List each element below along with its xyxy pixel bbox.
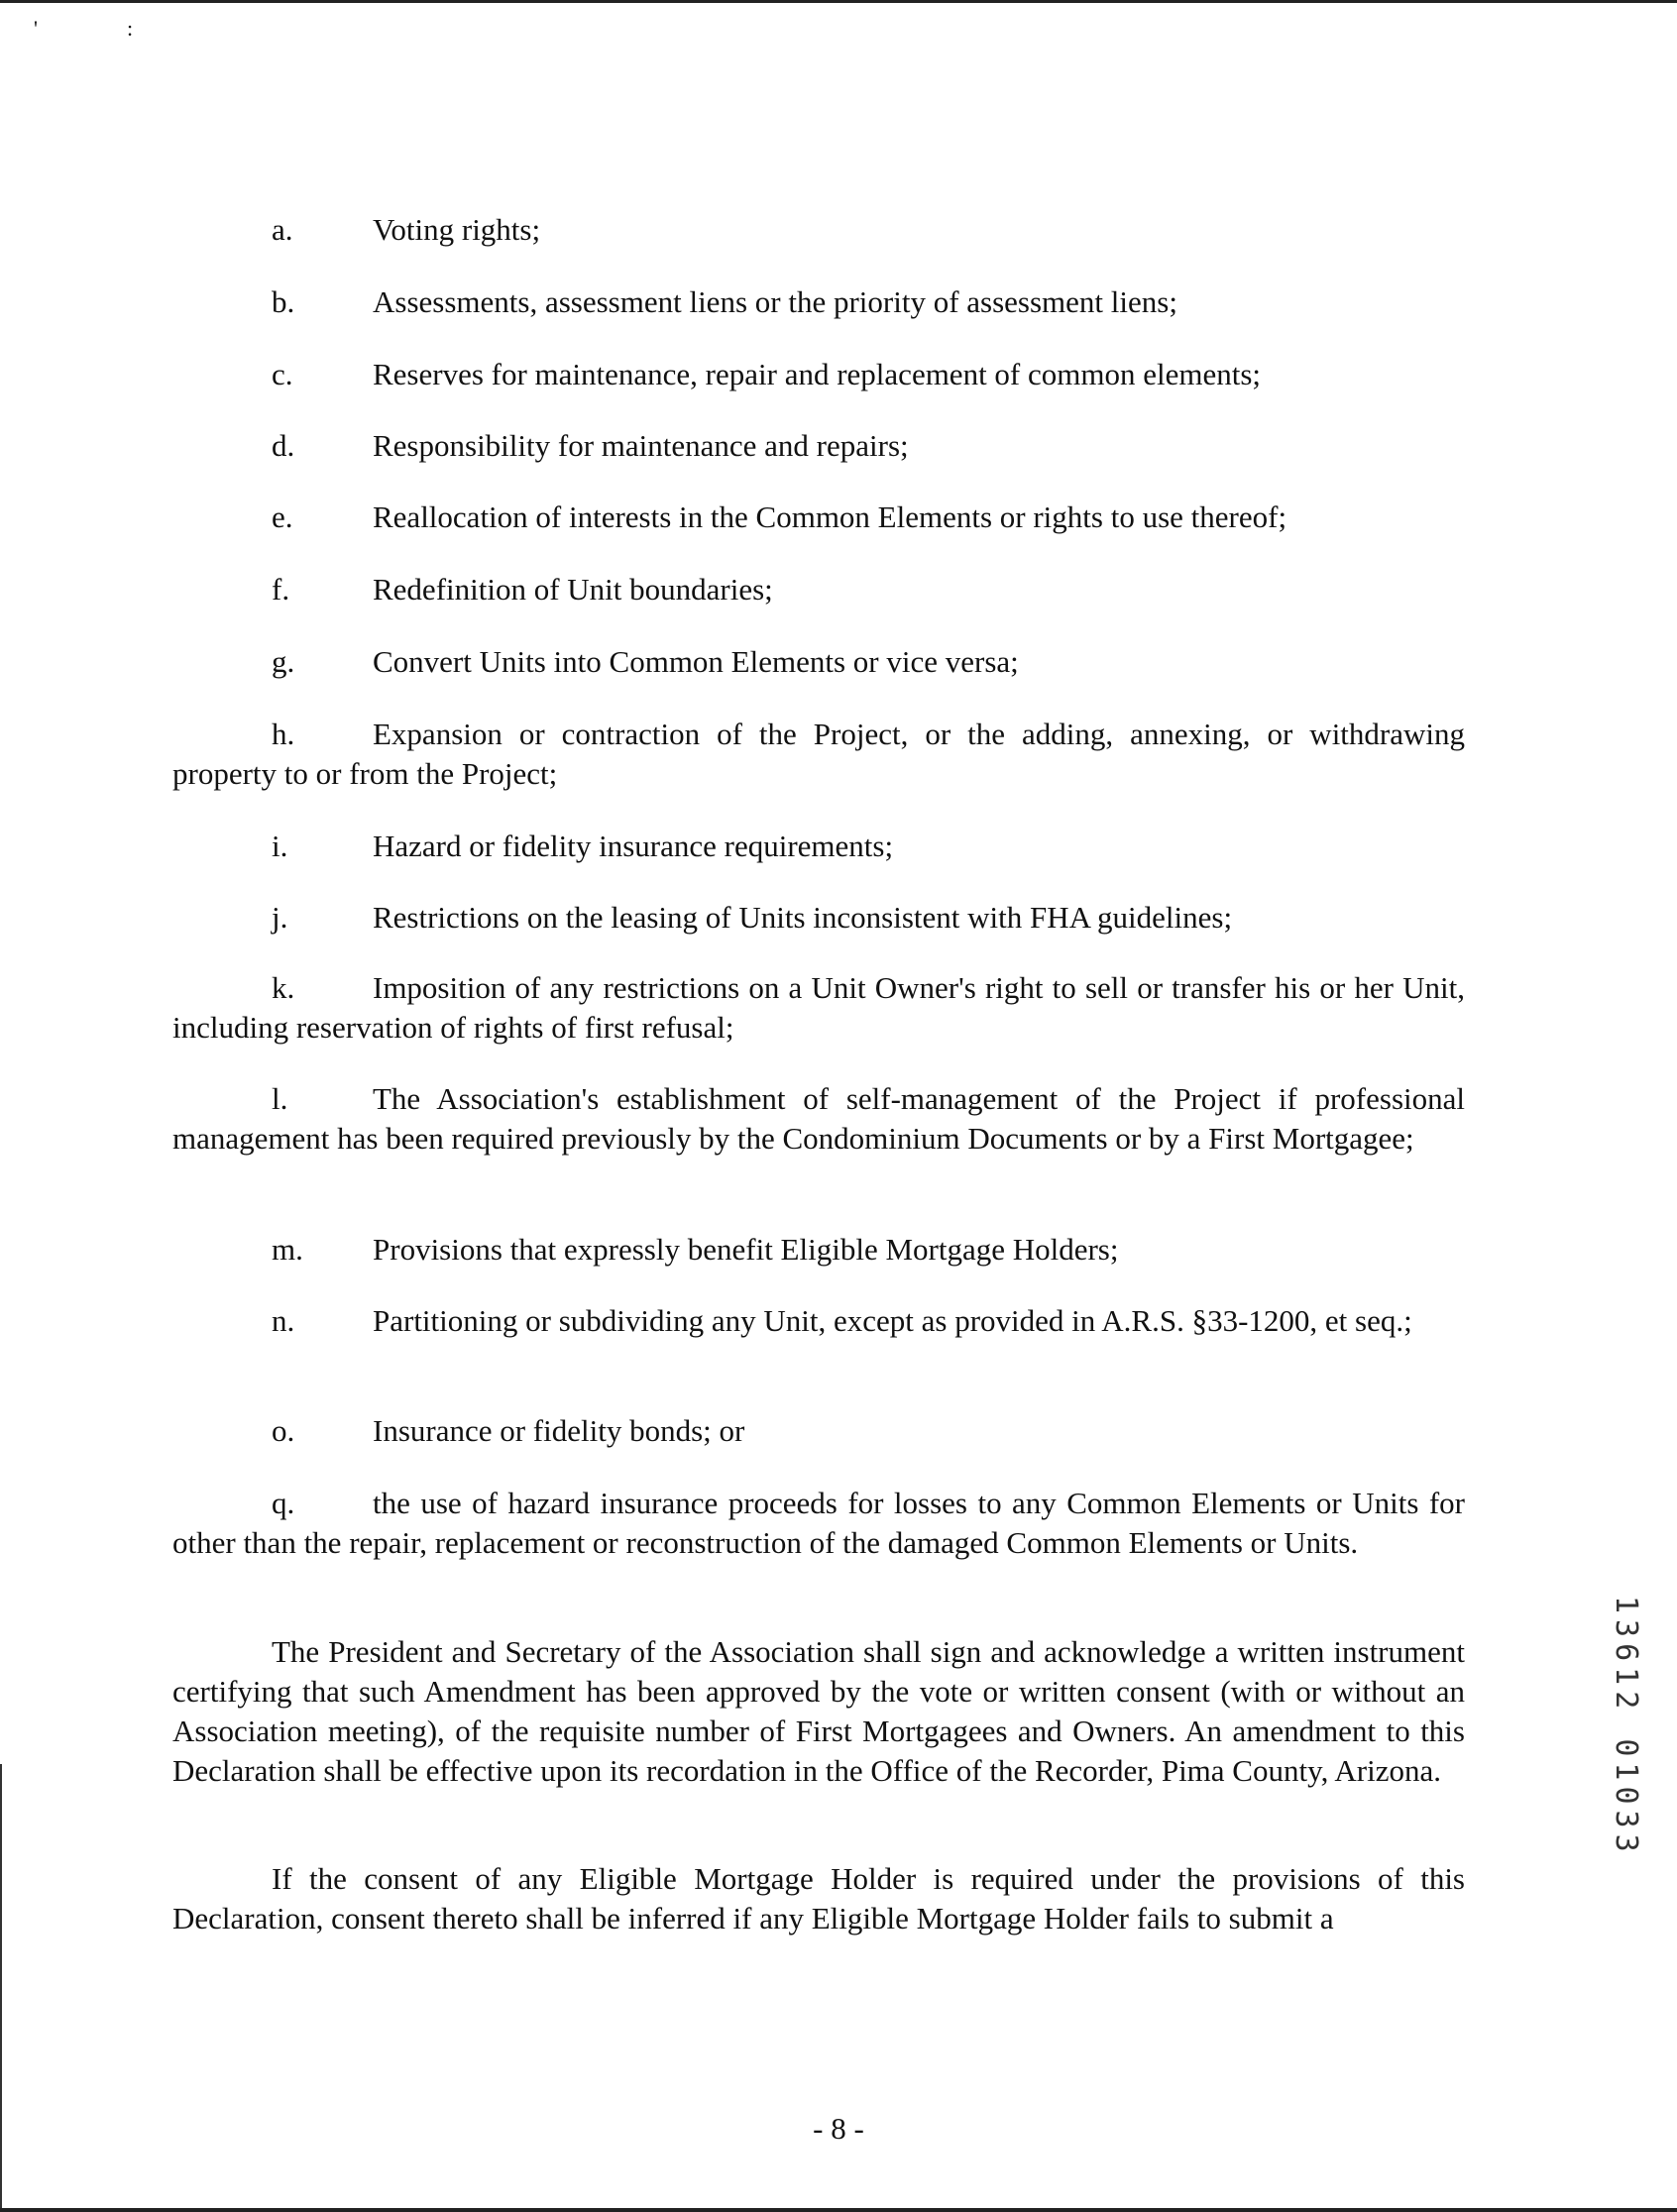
body-paragraph: [172, 1632, 1465, 1791]
item-letter: f.: [272, 572, 290, 607]
item-text: Restrictions on the leasing of Units inconsistent with FHA guidelines;: [373, 900, 1233, 935]
recording-stamp: [1609, 1596, 1643, 1873]
item-text: the use of hazard insurance proceeds for losses to any Common Elements or Units for other than the repair, replacement or reconstruction of the damaged Common Elements or Units.: [172, 1486, 1465, 1560]
item-text: Hazard or fidelity insurance requirements;: [373, 829, 894, 863]
item-letter: l.: [272, 1081, 288, 1116]
paragraph-text: The President and Secretary of the Association shall sign and acknowledge a written instrument certifying that such Amendment has been approved by the vote or written consent (with or without an Association meeting), of the requisite number of First Mortgagees and Owners. An amendment to this Declaration shall be effective upon its recordation in the Office of the Recorder, Pima County, Arizona.: [172, 1634, 1465, 1788]
body-paragraph: [172, 1859, 1465, 1938]
page-number: - 8 -: [813, 2111, 864, 2146]
item-letter: c.: [272, 357, 293, 391]
list-item: [172, 968, 1465, 1048]
item-text: Provisions that expressly benefit Eligible Mortgage Holders;: [373, 1232, 1119, 1267]
item-text: Reallocation of interests in the Common Elements or rights to use thereof;: [373, 499, 1287, 534]
item-letter: g.: [272, 644, 295, 679]
item-text: Assessments, assessment liens or the priority of assessment liens;: [373, 284, 1177, 319]
item-letter: e.: [272, 499, 293, 534]
list-item: [172, 1484, 1465, 1563]
item-letter: j.: [272, 900, 288, 935]
list-item: [172, 715, 1465, 794]
scan-mark: ': [34, 16, 38, 41]
item-letter: n.: [272, 1303, 295, 1338]
item-letter: k.: [272, 970, 295, 1005]
scan-mark: :: [127, 16, 134, 41]
item-text: Convert Units into Common Elements or vice versa;: [373, 644, 1019, 679]
scan-bottom-edge: [0, 2208, 1677, 2212]
list-item: [172, 1079, 1465, 1159]
item-letter: m.: [272, 1232, 303, 1267]
item-letter: a.: [272, 212, 293, 247]
recording-number: 13612 01033: [1609, 1596, 1643, 1858]
item-text: The Association's establishment of self-management of the Project if professional management has been required previously by the Condominium Documents or by a First Mortgagee;: [172, 1081, 1465, 1156]
item-letter: o.: [272, 1413, 295, 1448]
item-letter: i.: [272, 829, 288, 863]
scan-top-edge: [0, 0, 1677, 3]
item-text: Voting rights;: [373, 212, 541, 247]
paragraph-text: If the consent of any Eligible Mortgage Holder is required under the provisions of this Declaration, consent thereto shall be inferred if any Eligible Mortgage Holder fails to submit a: [172, 1861, 1465, 1936]
item-letter: b.: [272, 284, 295, 319]
item-letter: d.: [272, 428, 295, 463]
item-text: Expansion or contraction of the Project, or the adding, annexing, or withdrawing property to or from the Project;: [172, 717, 1465, 791]
item-letter: h.: [272, 717, 295, 751]
item-text: Reserves for maintenance, repair and replacement of common elements;: [373, 357, 1262, 391]
item-text: Redefinition of Unit boundaries;: [373, 572, 773, 607]
list-item: [172, 1301, 1465, 1341]
item-text: Insurance or fidelity bonds; or: [373, 1413, 745, 1448]
item-text: Imposition of any restrictions on a Unit Owner's right to sell or transfer his or her Unit, including reservation of rights of first refusal;: [172, 970, 1465, 1045]
item-text: Responsibility for maintenance and repairs;: [373, 428, 909, 463]
item-text: Partitioning or subdividing any Unit, except as provided in A.R.S. §33-1200, et seq.;: [373, 1303, 1412, 1338]
item-letter: q.: [272, 1486, 295, 1520]
